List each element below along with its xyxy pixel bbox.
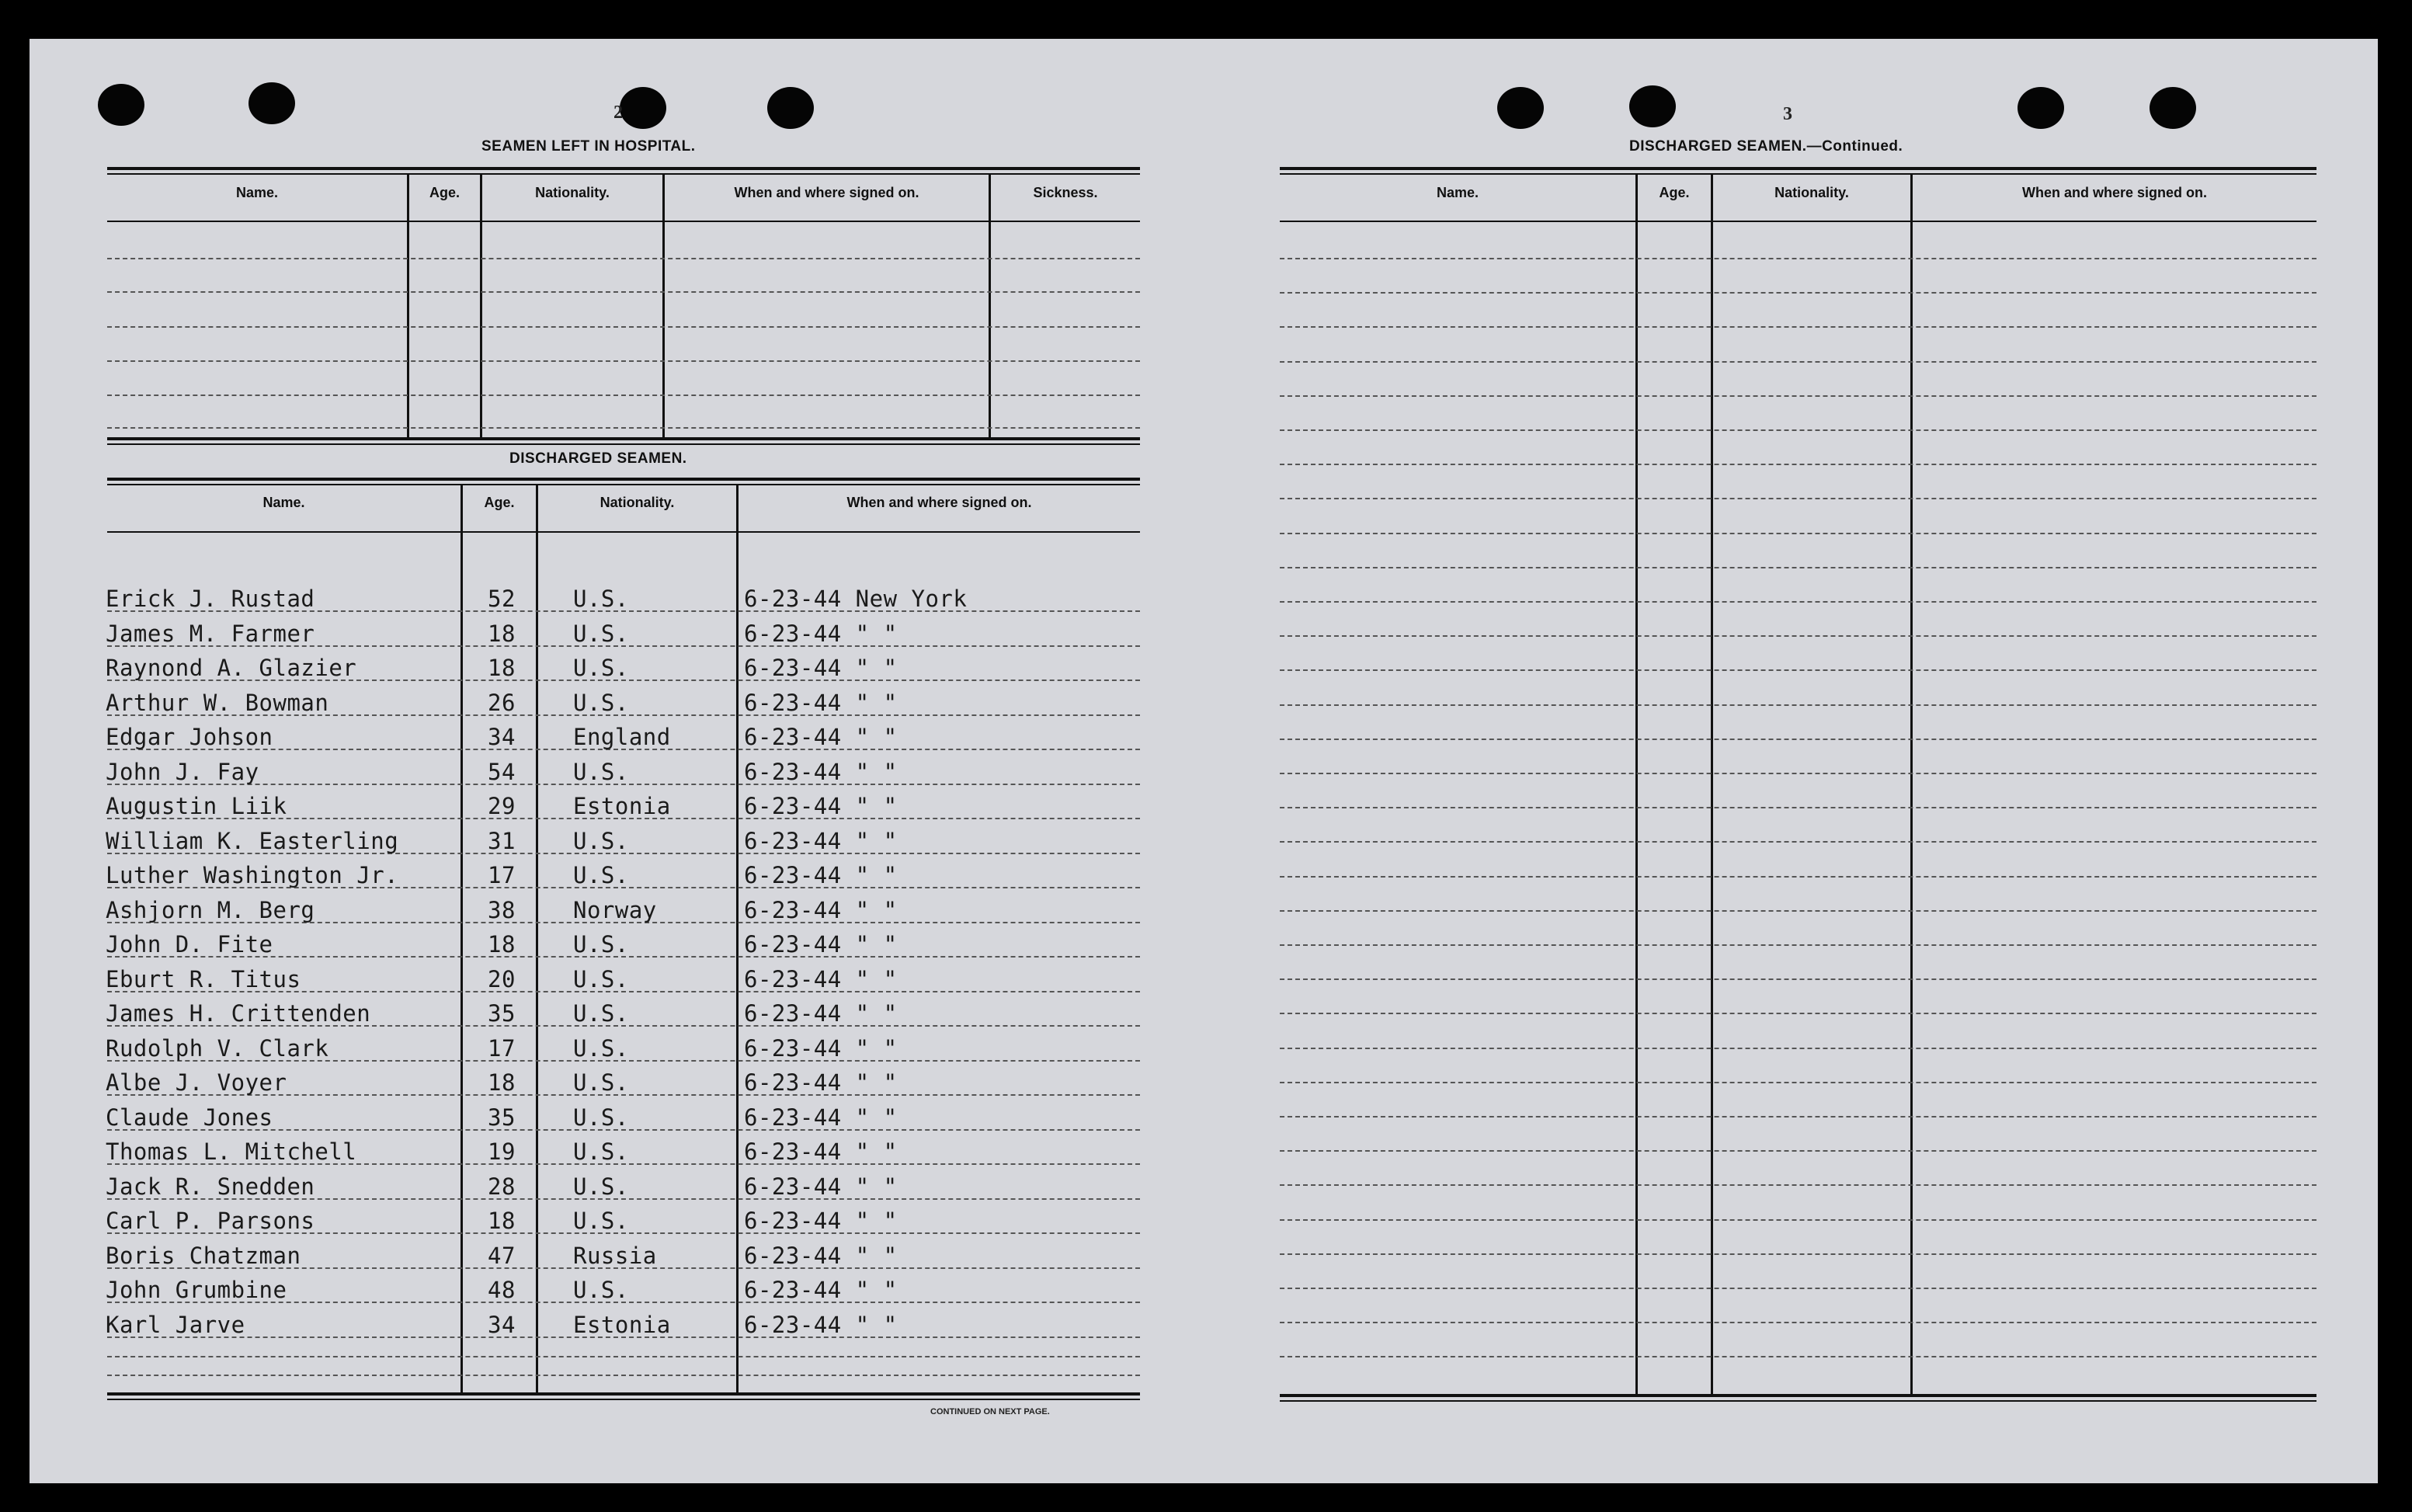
discharged-col-nationality: Nationality. — [600, 495, 675, 510]
right-col-name: Name. — [1436, 185, 1479, 200]
row-rule — [1280, 429, 2316, 431]
seaman-name: Rudolph V. Clark — [106, 1034, 329, 1062]
seaman-sig: 6-23-44 " " — [744, 793, 898, 819]
right-col-signed-on: When and where signed on. — [2021, 185, 2208, 200]
seaman-age: 26 — [488, 689, 516, 716]
seaman-nat: U.S. — [573, 655, 629, 681]
seaman-sig: 6-23-44 " " — [744, 1277, 898, 1303]
hospital-col-age: Age. — [429, 185, 460, 200]
seaman-name: Claude Jones — [106, 1104, 273, 1131]
punch-hole — [1497, 87, 1544, 129]
row-rule — [1280, 1150, 2316, 1152]
row-rule — [1280, 739, 2316, 740]
seaman-sig: 6-23-44 " " — [744, 655, 898, 681]
row-rule — [1280, 1356, 2316, 1357]
hospital-col-signed-on: When and where signed on. — [734, 185, 919, 200]
seaman-sig: 6-23-44 " " — [744, 620, 898, 647]
seaman-nat: U.S. — [573, 1104, 629, 1131]
seaman-name: James M. Farmer — [106, 620, 315, 647]
right-col-nationality: Nationality. — [1774, 185, 1849, 200]
seaman-age: 35 — [488, 1000, 516, 1027]
row-rule — [1280, 773, 2316, 774]
punch-hole — [98, 84, 144, 126]
seaman-name: Albe J. Voyer — [106, 1069, 287, 1096]
left-page — [30, 39, 1233, 1483]
seaman-nat: Norway — [573, 896, 657, 923]
seaman-nat: Russia — [573, 1242, 657, 1269]
seaman-name: Edgar Johson — [106, 724, 273, 750]
seaman-age: 17 — [488, 1034, 516, 1062]
seaman-age: 31 — [488, 827, 516, 854]
seaman-nat: U.S. — [573, 1173, 629, 1200]
seaman-nat: U.S. — [573, 586, 629, 612]
seaman-nat: U.S. — [573, 931, 629, 958]
row-rule — [1280, 635, 2316, 637]
hospital-col-nationality: Nationality. — [535, 185, 610, 200]
seaman-name: William K. Easterling — [106, 827, 399, 854]
seaman-sig: 6-23-44 " " — [744, 1208, 898, 1234]
seaman-sig: 6-23-44 " " — [744, 1104, 898, 1131]
punch-hole — [2018, 87, 2064, 129]
seaman-age: 18 — [488, 1208, 516, 1234]
row-rule — [107, 1375, 1140, 1376]
seaman-age: 28 — [488, 1173, 516, 1200]
row-rule — [1280, 601, 2316, 603]
seaman-name: John Grumbine — [106, 1277, 287, 1303]
row-rule — [1280, 1288, 2316, 1289]
row-rule — [1280, 807, 2316, 808]
right-col-age: Age. — [1659, 185, 1690, 200]
seaman-age: 47 — [488, 1242, 516, 1269]
seaman-sig: 6-23-44 " " — [744, 1242, 898, 1269]
seaman-age: 35 — [488, 1104, 516, 1131]
seaman-sig: 6-23-44 " " — [744, 758, 898, 785]
hospital-col-name: Name. — [235, 185, 279, 200]
seaman-nat: U.S. — [573, 1208, 629, 1234]
seaman-age: 20 — [488, 965, 516, 992]
seaman-name: Thomas L. Mitchell — [106, 1138, 357, 1165]
hospital-section-title: SEAMEN LEFT IN HOSPITAL. — [481, 138, 696, 155]
seaman-name: Raynond A. Glazier — [106, 655, 357, 681]
seaman-age: 18 — [488, 1069, 516, 1096]
seaman-age: 34 — [488, 724, 516, 750]
seaman-sig: 6-23-44 " " — [744, 689, 898, 716]
row-rule — [1280, 361, 2316, 363]
seaman-name: Augustin Liik — [106, 793, 287, 819]
right-section-title: DISCHARGED SEAMEN.—Continued. — [1629, 138, 1903, 155]
seaman-sig: 6-23-44 " " — [744, 1000, 898, 1027]
seaman-sig: 6-23-44 " " — [744, 1311, 898, 1338]
seaman-nat: Estonia — [573, 1311, 671, 1338]
punch-hole — [2150, 87, 2196, 129]
seaman-name: Carl P. Parsons — [106, 1208, 315, 1234]
row-rule — [1280, 1219, 2316, 1221]
row-rule — [107, 1356, 1140, 1357]
seaman-sig: 6-23-44 " " — [744, 1173, 898, 1200]
punch-hole — [767, 87, 814, 129]
row-rule — [1280, 1082, 2316, 1083]
seaman-nat: England — [573, 724, 671, 750]
seaman-sig: 6-23-44 " " — [744, 931, 898, 958]
seaman-age: 54 — [488, 758, 516, 785]
row-rule — [1280, 876, 2316, 878]
seaman-name: Boris Chatzman — [106, 1242, 301, 1269]
seaman-sig: 6-23-44 " " — [744, 1138, 898, 1165]
row-rule — [1280, 464, 2316, 465]
row-rule — [1280, 567, 2316, 568]
row-rule — [1280, 533, 2316, 534]
seaman-sig: 6-23-44 " " — [744, 1069, 898, 1096]
seaman-age: 17 — [488, 862, 516, 888]
row-rule — [1280, 326, 2316, 328]
seaman-age: 48 — [488, 1277, 516, 1303]
seaman-name: Erick J. Rustad — [106, 586, 315, 612]
seaman-age: 18 — [488, 620, 516, 647]
row-rule — [1280, 669, 2316, 671]
page-number: 3 — [1783, 104, 1792, 124]
seaman-age: 18 — [488, 655, 516, 681]
row-rule — [1280, 978, 2316, 980]
seaman-nat: U.S. — [573, 1069, 629, 1096]
seaman-sig: 6-23-44 New York — [744, 586, 968, 612]
row-rule — [1280, 704, 2316, 706]
seaman-sig: 6-23-44 " " — [744, 862, 898, 888]
row-rule — [1280, 841, 2316, 843]
punch-hole — [248, 82, 295, 124]
row-rule — [1280, 1013, 2316, 1014]
seaman-sig: 6-23-44 " " — [744, 896, 898, 923]
seaman-sig: 6-23-44 " " — [744, 965, 898, 992]
seaman-name: Luther Washington Jr. — [106, 862, 399, 888]
row-rule — [1280, 944, 2316, 946]
seaman-name: Ashjorn M. Berg — [106, 896, 315, 923]
seaman-name: Arthur W. Bowman — [106, 689, 329, 716]
seaman-name: John J. Fay — [106, 758, 259, 785]
seaman-nat: U.S. — [573, 1277, 629, 1303]
hospital-col-sickness: Sickness. — [1033, 185, 1098, 200]
seaman-nat: U.S. — [573, 758, 629, 785]
continued-note: CONTINUED ON NEXT PAGE. — [930, 1407, 1050, 1416]
seaman-nat: U.S. — [573, 827, 629, 854]
seaman-sig: 6-23-44 " " — [744, 724, 898, 750]
seaman-age: 29 — [488, 793, 516, 819]
row-rule — [1280, 1048, 2316, 1049]
seaman-nat: Estonia — [573, 793, 671, 819]
seaman-age: 52 — [488, 586, 516, 612]
row-rule — [1280, 395, 2316, 397]
seaman-age: 19 — [488, 1138, 516, 1165]
seaman-name: Karl Jarve — [106, 1311, 245, 1338]
seaman-nat: U.S. — [573, 1000, 629, 1027]
seaman-sig: 6-23-44 " " — [744, 1034, 898, 1062]
discharged-section-title: DISCHARGED SEAMEN. — [509, 450, 687, 467]
row-rule — [1280, 1253, 2316, 1255]
seaman-nat: U.S. — [573, 1138, 629, 1165]
seaman-nat: U.S. — [573, 620, 629, 647]
seaman-nat: U.S. — [573, 1034, 629, 1062]
row-rule — [1280, 498, 2316, 499]
seaman-age: 38 — [488, 896, 516, 923]
discharged-col-age: Age. — [484, 495, 515, 510]
seaman-nat: U.S. — [573, 862, 629, 888]
seaman-name: Eburt R. Titus — [106, 965, 301, 992]
row-rule — [1280, 258, 2316, 259]
seaman-nat: U.S. — [573, 965, 629, 992]
row-rule — [1280, 1184, 2316, 1186]
punch-hole — [620, 87, 666, 129]
seaman-age: 34 — [488, 1311, 516, 1338]
punch-hole — [1629, 85, 1676, 127]
row-rule — [1280, 1322, 2316, 1323]
seaman-name: Jack R. Snedden — [106, 1173, 315, 1200]
page-number: 2 — [613, 103, 623, 123]
row-rule — [1280, 910, 2316, 912]
discharged-col-signed-on: When and where signed on. — [846, 495, 1032, 510]
seaman-name: John D. Fite — [106, 931, 273, 958]
discharged-col-name: Name. — [262, 495, 305, 510]
row-rule — [1280, 292, 2316, 294]
seaman-nat: U.S. — [573, 689, 629, 716]
row-rule — [1280, 1116, 2316, 1117]
seaman-sig: 6-23-44 " " — [744, 827, 898, 854]
seaman-name: James H. Crittenden — [106, 1000, 371, 1027]
right-page — [1233, 39, 2378, 1483]
seaman-age: 18 — [488, 931, 516, 958]
